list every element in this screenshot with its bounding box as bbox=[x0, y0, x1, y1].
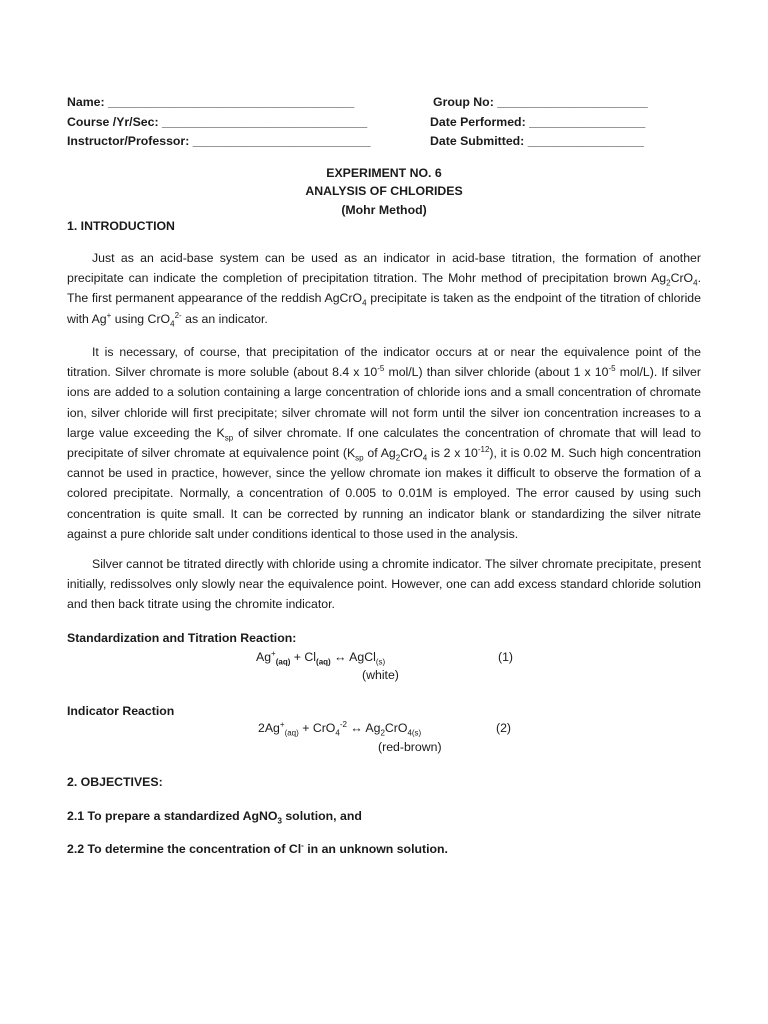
reaction-1-heading: Standardization and Titration Reaction: bbox=[67, 631, 297, 645]
experiment-title: ANALYSIS OF CHLORIDES bbox=[305, 184, 463, 198]
paragraph-intro-2: It is necessary, of course, that precipitation of the indicator occurs at or near the equivalence point of the titration. Silver chromate is more soluble (about 8.4 x $10^{-5}$ mol/L) than silver chloride (about 1 x $10^{-5}$ mol/L). If silver ions are added to a solution containing a large concentration of chloride ions and a small concentration of chromate ion, silver chloride will first precipitate; silver chromate will not form until the silver ion concentration increases to a large value exceeding the $K_{sp}$ of silver chromate. If one calculates the concentration of chromate that will lead to precipitate of silver chromate at equivalence point ($K_{sp}$ of $Ag_2CrO_4$ is 2 x $10^{-12}$), it is 0.02 M. Such high concentration cannot be used in practice, however, since the yellow chromate ion makes it difficult to observe the formation of a colored precipitate. Normally, a concentration of 0.005 to 0.01M is employed. The error caused by using such concentration is quite small. It can be corrected by running an indicator blank or standardizing the silver nitrate against a pure chloride salt under conditions identical to those used in the analysis. bbox=[67, 345, 701, 541]
paragraph-intro-1: Just as an acid-base system can be used as an indicator in acid-base titration, the formation of another precipitate can indicate the completion of precipitation titration. The Mohr method of precipitation brown $Ag_2CrO_4$. The first permanent appearance of the reddish AgCrO$_4$ precipitate is taken as the endpoint of the titration of chloride with Ag+ using CrO$_4^{2-}$ as an indicator. bbox=[67, 251, 701, 329]
section-heading-objectives: 2. OBJECTIVES: bbox=[67, 775, 163, 789]
experiment-number: EXPERIMENT NO. 6 bbox=[326, 166, 442, 180]
date-submitted-field: Date Submitted: _________________ bbox=[430, 134, 644, 148]
name-field: Name: ____________________________________ bbox=[67, 95, 355, 109]
section-heading-introduction: 1. INTRODUCTION bbox=[67, 219, 175, 233]
reaction-2-number: (2) bbox=[496, 721, 512, 735]
reaction-1-note: (white) bbox=[362, 668, 399, 682]
instructor-field: Instructor/Professor: __________________________ bbox=[67, 134, 371, 148]
experiment-method: (Mohr Method) bbox=[341, 203, 427, 217]
date-performed-field: Date Performed: _________________ bbox=[430, 115, 646, 129]
reaction-1-equation: $Ag^+_{(aq)} + Cl_{(aq)}$ ↔ AgCl$_{(s)}$ bbox=[256, 648, 386, 667]
objective-2: 2.2 To determine the concentration of Cl- in an unknown solution. bbox=[67, 840, 448, 856]
group-field: Group No: ______________________ bbox=[433, 95, 648, 109]
reaction-2-heading: Indicator Reaction bbox=[67, 704, 175, 718]
reaction-2-note: (red-brown) bbox=[378, 740, 442, 754]
objective-1: 2.1 To prepare a standardized AgNO$_3$ solution, and bbox=[67, 809, 362, 826]
reaction-2-equation: $2Ag^+_{(aq)} + CrO_4^{-2}$ ↔ $Ag_2CrO_{4(s)}$ bbox=[258, 719, 422, 738]
course-field: Course /Yr/Sec: ______________________________ bbox=[67, 115, 368, 129]
reaction-1-number: (1) bbox=[498, 650, 514, 664]
paragraph-intro-3: Silver cannot be titrated directly with chloride using a chromite indicator. The silver chromate precipitate, present initially, redissolves only slowly near the equivalence point. However, one can add excess standard chloride solution and then back titrate using the chromite indicator. bbox=[67, 557, 701, 612]
